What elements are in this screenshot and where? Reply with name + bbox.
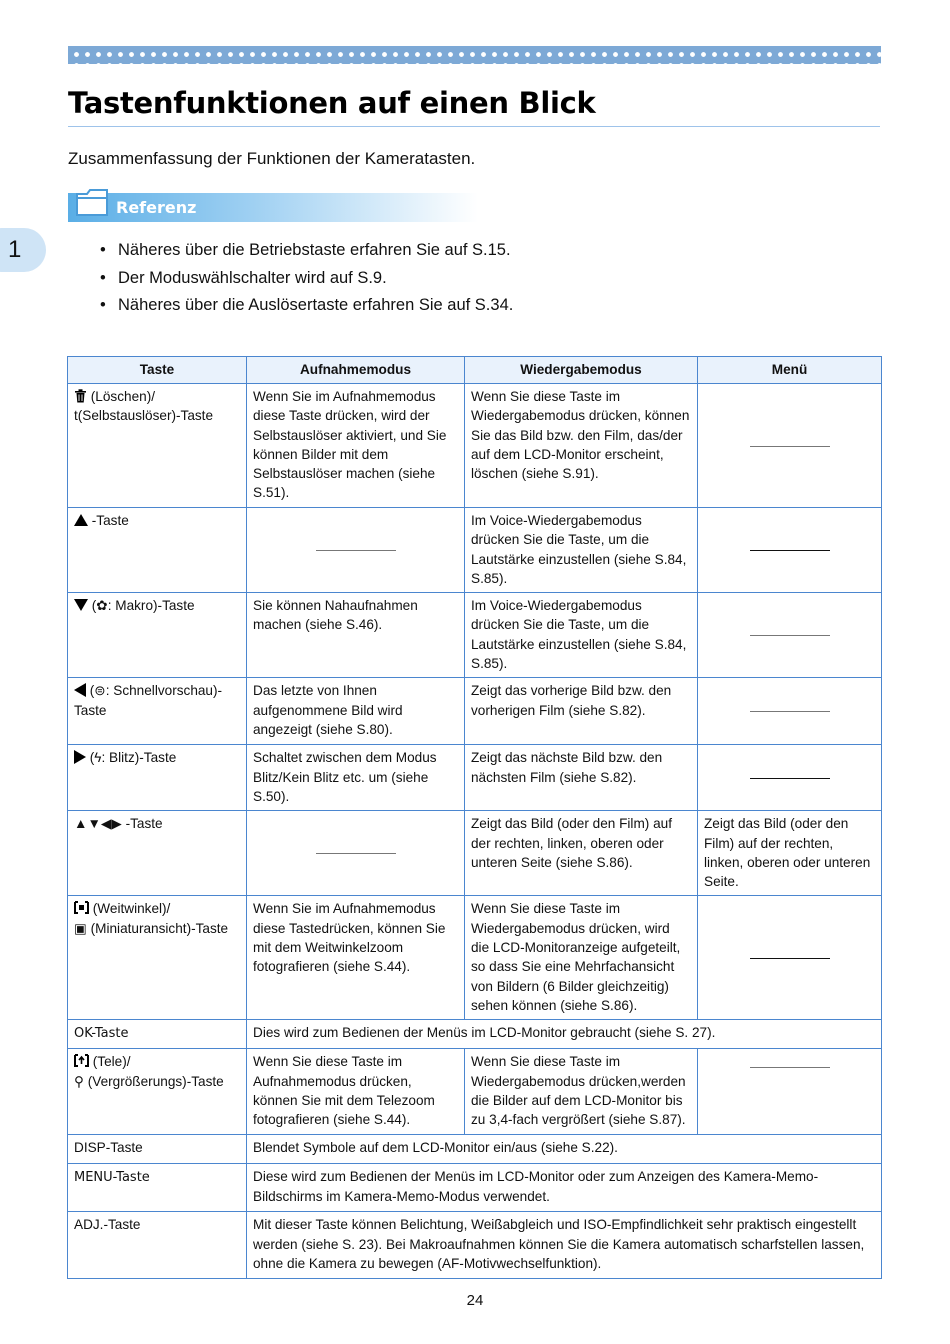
key-label: (⊜: Schnellvorschau)-Taste [74, 683, 223, 718]
key-cell [68, 508, 247, 593]
wiedergabe-cell: Zeigt das nächste Bild bzw. den nächsten Film (siehe S.82). [465, 745, 698, 811]
table-row [68, 1049, 882, 1135]
empty-dash [750, 550, 830, 551]
wiedergabe-cell: Im Voice-Wiedergabemodus drücken Sie die Taste, um die Lautstärke einzustellen (siehe S.84, S.85). [465, 593, 698, 678]
empty-dash [316, 853, 396, 854]
button-functions-table [67, 356, 882, 1279]
merged-description-cell: Blendet Symbole auf dem LCD-Monitor ein/aus (siehe S.22). [247, 1135, 882, 1164]
merged-description-cell: Mit dieser Taste können Belichtung, Weißabgleich und ISO-Empfindlichkeit sehr praktisch eingestellt werden (siehe S. 23). Bei Makroaufnahmen können Sie die Kamera automatisch scharfstellen lassen, ohne die Kamera zu bewegen (AF-Motivwechselfunktion). [247, 1212, 882, 1279]
reference-item: • Näheres über die Auslösertaste erfahren Sie auf S.34. [100, 296, 514, 314]
menu-cell-empty [698, 678, 882, 745]
empty-dash [750, 958, 830, 959]
column-header: Taste [68, 357, 247, 384]
title-underline [68, 126, 880, 127]
empty-dash [750, 446, 830, 447]
menu-cell-empty [698, 1049, 882, 1135]
key-label: ADJ.-Taste [74, 1217, 141, 1233]
up-arrow-icon [74, 514, 88, 526]
key-label: OK-Taste [74, 1026, 129, 1042]
wiedergabe-cell: Wenn Sie diese Taste im Wiedergabemodus drücken,werden die Bilder auf dem LCD-Monitor bis zu 3,4-fach vergrößert (siehe S.87). [465, 1049, 698, 1135]
empty-dash [750, 635, 830, 636]
reference-item: • Der Moduswählschalter wird auf S.9. [100, 268, 387, 287]
page-subtitle: Zusammenfassung der Funktionen der Kameratasten. [68, 149, 476, 168]
menu-cell-empty [698, 384, 882, 508]
wiedergabe-cell: Wenn Sie diese Taste im Wiedergabemodus drücken, können Sie das Bild bzw. den Film, das/der auf dem LCD-Monitor erscheint, löschen (siehe S.91). [465, 384, 698, 508]
down-arrow-icon [74, 599, 88, 611]
menu-cell-empty [698, 896, 882, 1020]
empty-dash [750, 1067, 830, 1068]
column-header: Wiedergabemodus [465, 357, 698, 384]
key-label: -Taste [91, 513, 129, 528]
wiedergabe-cell: Wenn Sie diese Taste im Wiedergabemodus drücken, wird die LCD-Monitoranzeige aufgeteilt, so dass Sie eine Mehrfachansicht von Bildern (6 Bilder gleichzeitig) sehen können (siehe S.86). [465, 896, 698, 1020]
aufnahme-cell: Wenn Sie im Aufnahmemodus diese Taste drücken, wird der Selbstauslöser aktiviert, und Sie können Bilder mit dem Selbstauslöser machen (siehe S.51). [247, 384, 465, 508]
empty-dash [316, 550, 396, 551]
reference-label: Referenz [116, 198, 197, 217]
empty-dash [750, 711, 830, 712]
key-cell [68, 1049, 247, 1135]
trash-icon [74, 389, 87, 403]
left-arrow-icon [74, 683, 86, 697]
menu-cell-empty [698, 593, 882, 678]
table-row [68, 1020, 882, 1049]
wiedergabe-cell: Zeigt das vorherige Bild bzw. den vorherigen Film (siehe S.82). [465, 678, 698, 745]
wiedergabe-cell: Im Voice-Wiedergabemodus drücken Sie die Taste, um die Lautstärke einzustellen (siehe S.84, S.85). [465, 508, 698, 593]
column-header: Aufnahmemodus [247, 357, 465, 384]
key-label: (ϟ: Blitz)-Taste [89, 750, 177, 766]
reference-list [100, 239, 513, 322]
key-cell [68, 1212, 247, 1279]
table-row [68, 1135, 882, 1164]
table-row [68, 508, 882, 593]
key-label: (Tele)/ ⚲ (Vergrößerungs)-Taste [74, 1054, 224, 1089]
key-cell [68, 896, 247, 1020]
table-header-row [68, 357, 882, 384]
tele-icon [74, 1054, 89, 1067]
key-cell [68, 811, 247, 896]
aufnahme-cell: Wenn Sie im Aufnahmemodus diese Tastedrücken, können Sie mit dem Weitwinkelzoom fotografieren (siehe S.44). [247, 896, 465, 1020]
table-row [68, 384, 882, 508]
key-label: MENU-Taste [74, 1170, 150, 1186]
key-label: (Weitwinkel)/ ▣ (Miniaturansicht)-Taste [74, 901, 229, 936]
reference-item: • Näheres über die Betriebstaste erfahren Sie auf S.15. [100, 241, 511, 259]
table-row [68, 593, 882, 678]
aufnahme-cell: Schaltet zwischen dem Modus Blitz/Kein Blitz etc. um (siehe S.50). [247, 745, 465, 811]
key-cell [68, 384, 247, 508]
key-cell [68, 1020, 247, 1049]
key-cell [68, 745, 247, 811]
key-label: (✿: Makro)-Taste [91, 598, 195, 614]
folder-icon [74, 186, 110, 218]
wiedergabe-cell: Zeigt das Bild (oder den Film) auf der rechten, linken, oberen oder unteren Seite (siehe S.86). [465, 811, 698, 896]
merged-description-cell: Diese wird zum Bedienen der Menüs im LCD-Monitor oder zum Anzeigen des Kamera-Memo-Bildschirms im Kamera-Memo-Modus verwendet. [247, 1164, 882, 1212]
aufnahme-cell: Das letzte von Ihnen aufgenommene Bild wird angezeigt (siehe S.80). [247, 678, 465, 745]
aufnahme-cell-empty [247, 811, 465, 896]
key-label: (Löschen)/ t(Selbstauslöser)-Taste [74, 389, 214, 424]
menu-cell-empty [698, 745, 882, 811]
menu-cell: Zeigt das Bild (oder den Film) auf der rechten, linken, oberen oder unteren Seite. [698, 811, 882, 896]
empty-dash [750, 778, 830, 779]
key-label: DISP-Taste [74, 1140, 143, 1156]
merged-description-cell: Dies wird zum Bedienen der Menüs im LCD-Monitor gebraucht (siehe S. 27). [247, 1020, 882, 1049]
page-title: Tastenfunktionen auf einen Blick [68, 86, 596, 120]
table-row [68, 896, 882, 1020]
aufnahme-cell: Wenn Sie diese Taste im Aufnahmemodus drücken, können Sie mit dem Telezoom fotografieren (siehe S.44). [247, 1049, 465, 1135]
wide-icon [74, 901, 89, 914]
key-cell [68, 1135, 247, 1164]
key-label: ▲▼◀▶ -Taste [74, 816, 163, 832]
page-number: 24 [466, 1292, 484, 1309]
right-arrow-icon [74, 750, 86, 764]
key-cell [68, 678, 247, 745]
aufnahme-cell-empty [247, 508, 465, 593]
table-row [68, 1212, 882, 1279]
decorative-header-strip [68, 46, 881, 64]
table-row [68, 678, 882, 745]
menu-cell-empty [698, 508, 882, 593]
key-cell [68, 1164, 247, 1212]
aufnahme-cell: Sie können Nahaufnahmen machen (siehe S.46). [247, 593, 465, 678]
table-row [68, 811, 882, 896]
chapter-number: 1 [8, 236, 22, 263]
key-cell [68, 593, 247, 678]
table-row [68, 745, 882, 811]
column-header: Menü [698, 357, 882, 384]
table-row [68, 1164, 882, 1212]
chapter-tab [0, 228, 46, 272]
